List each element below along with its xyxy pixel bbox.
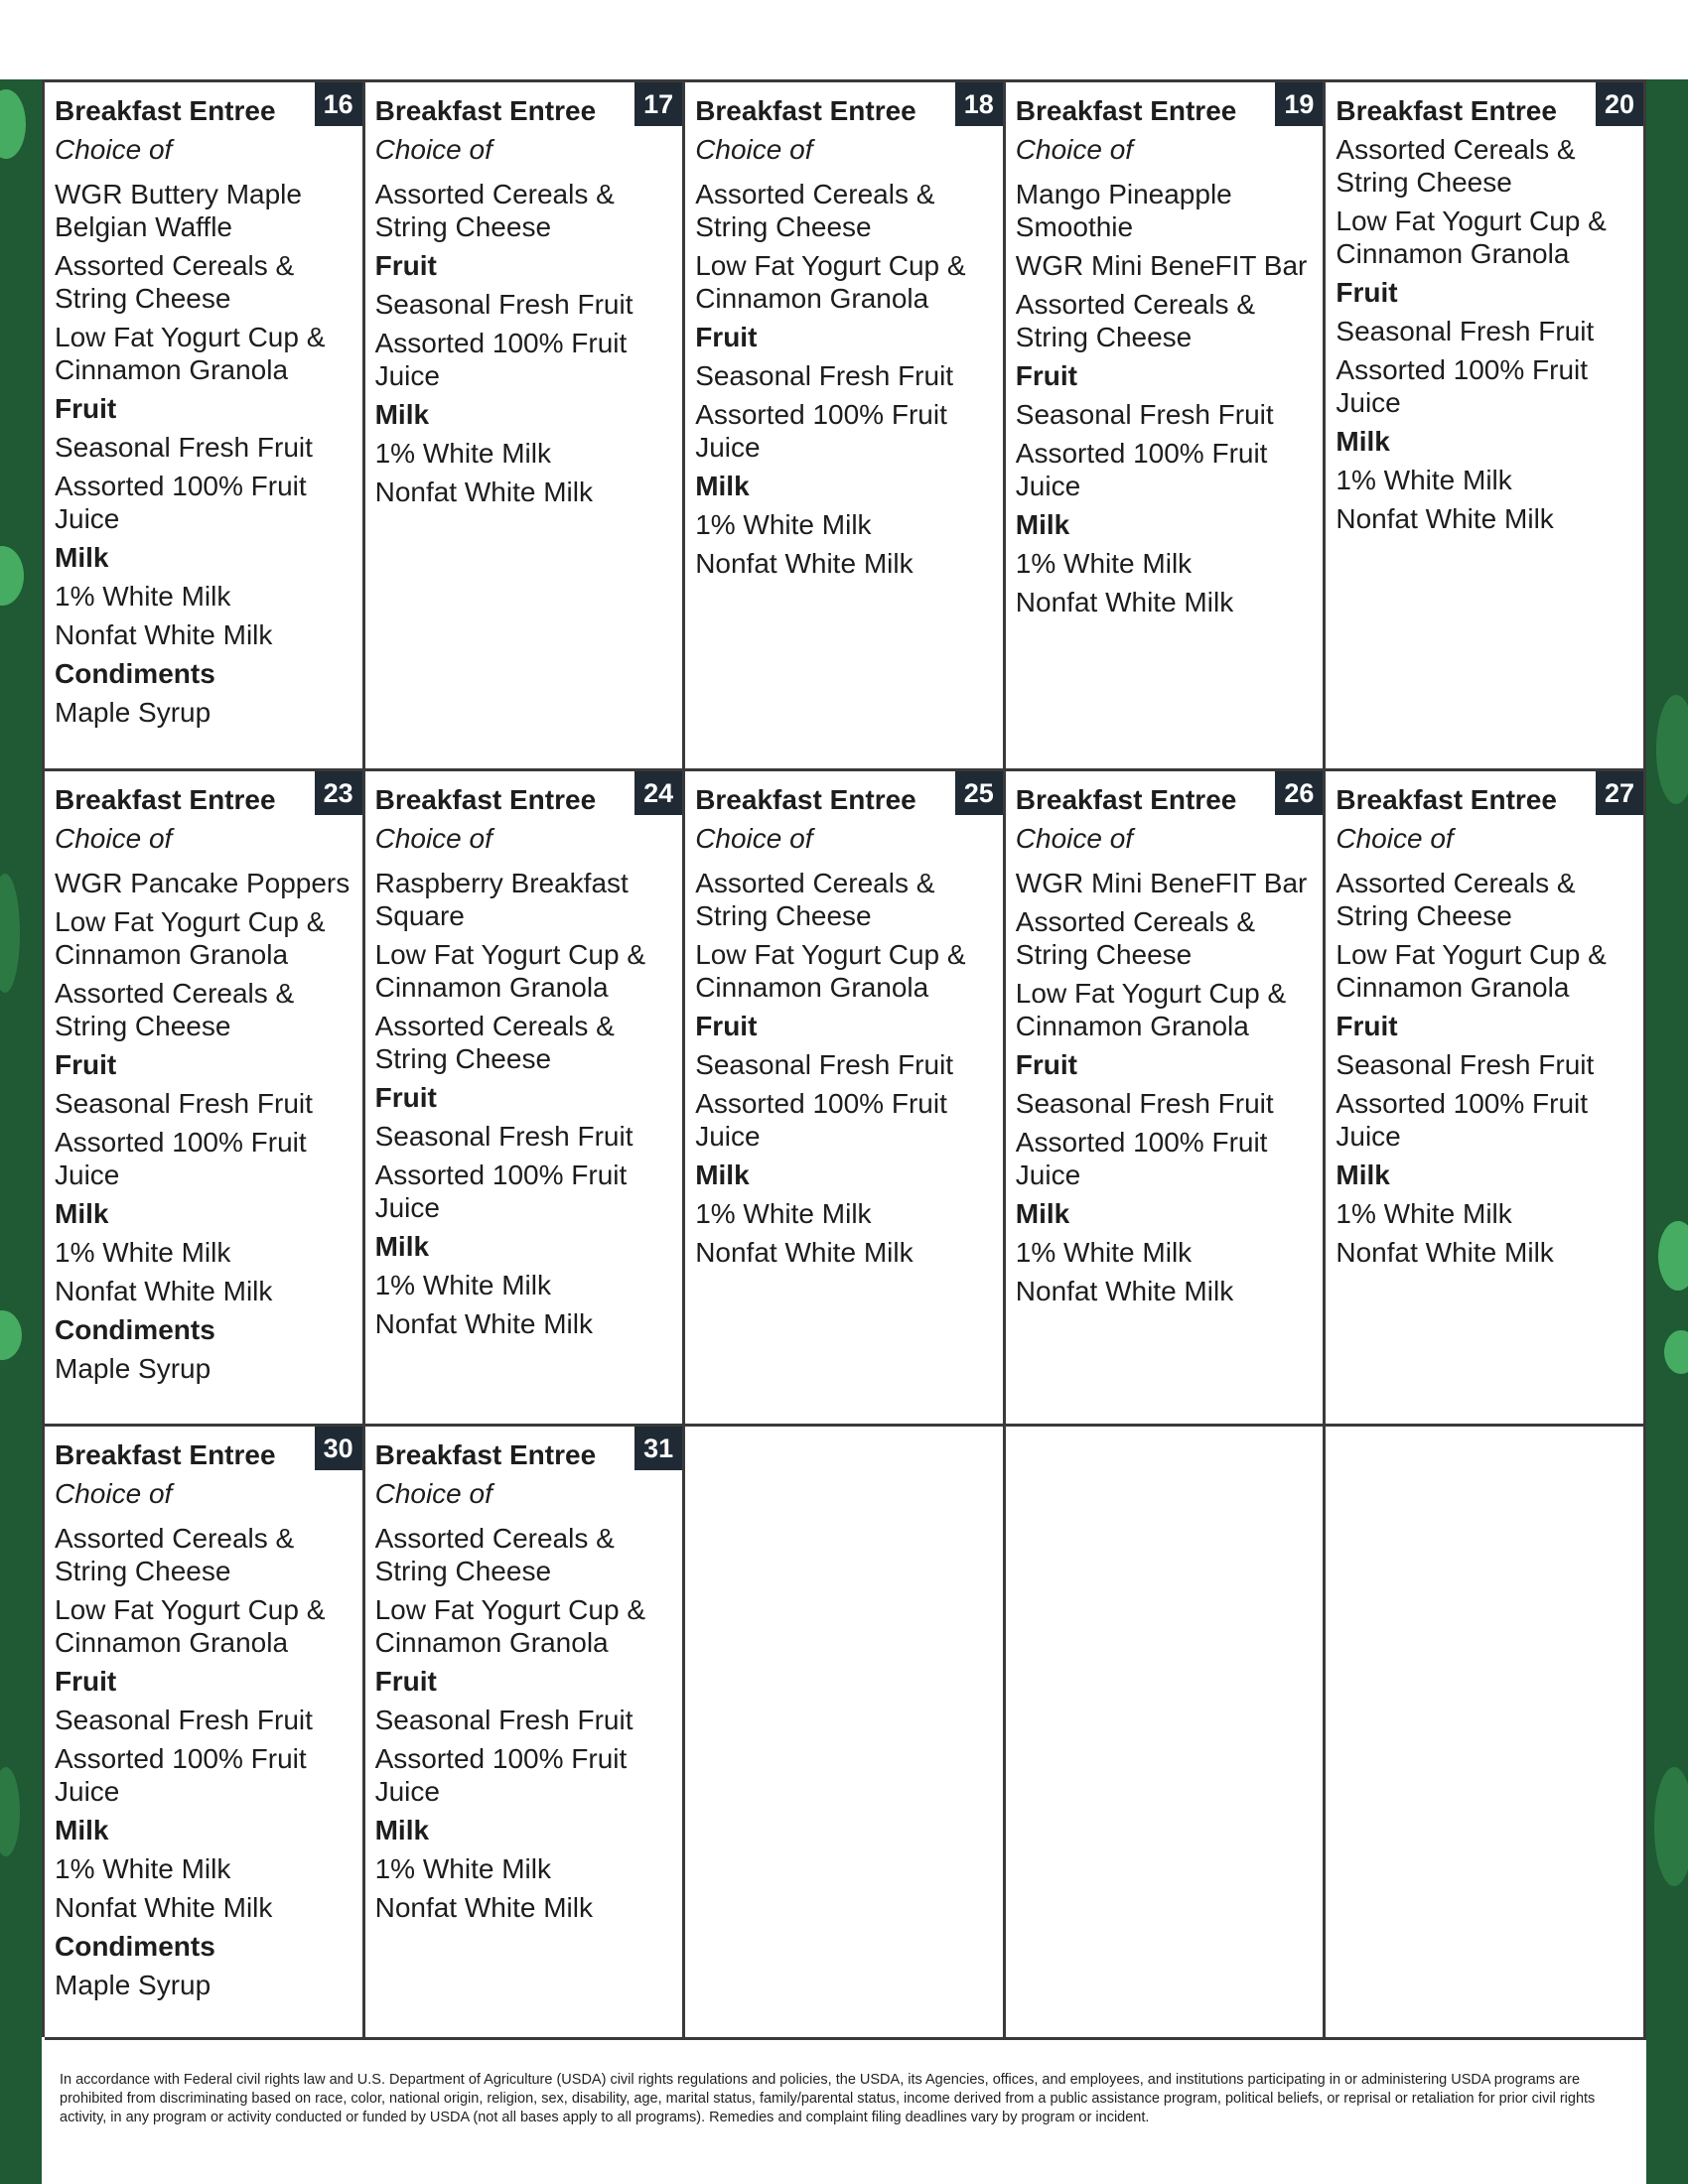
- menu-item: Low Fat Yogurt Cup & Cinnamon Granola: [374, 939, 645, 1003]
- choice-of-label: Choice of: [55, 134, 173, 165]
- choice-of-label: Choice of: [374, 134, 492, 165]
- menu-item: Seasonal Fresh Fruit: [1336, 1049, 1595, 1080]
- menu-item: Mango Pineapple Smoothie: [1015, 179, 1232, 242]
- choice-of-label: Choice of: [1336, 823, 1454, 854]
- day-cell-17: [365, 82, 686, 771]
- menu-item: Assorted 100% Fruit Juice: [695, 1088, 947, 1152]
- menu-category-heading: Milk: [1015, 1198, 1070, 1229]
- menu-item: Assorted Cereals & String Cheese: [374, 1523, 615, 1586]
- day-cell-25: [685, 771, 1006, 1427]
- menu-category-heading: Fruit: [374, 1666, 437, 1697]
- day-cell-24: [365, 771, 686, 1427]
- menu-category-heading: Fruit: [695, 1011, 758, 1041]
- empty-day-cell: [685, 1427, 1006, 2040]
- menu-category-heading: Breakfast Entree: [55, 95, 276, 126]
- menu-item: 1% White Milk: [55, 1853, 231, 1884]
- leaf-decoration: [0, 1310, 22, 1360]
- menu-item: Assorted Cereals & String Cheese: [1336, 868, 1576, 931]
- leaf-decoration: [0, 89, 26, 159]
- menu-item: Nonfat White Milk: [55, 619, 273, 650]
- day-number-badge: 18: [955, 82, 1003, 126]
- menu-item: Seasonal Fresh Fruit: [695, 1049, 954, 1080]
- menu-item: Maple Syrup: [55, 1970, 211, 2000]
- menu-item: Assorted 100% Fruit Juice: [55, 1743, 307, 1807]
- empty-day-cell: [1326, 1427, 1646, 2040]
- menu-item: Nonfat White Milk: [55, 1892, 273, 1923]
- menu-category-heading: Milk: [1336, 426, 1390, 457]
- menu-item: Assorted Cereals & String Cheese: [695, 868, 935, 931]
- leaf-decoration: [0, 546, 24, 606]
- day-cell-19: [1006, 82, 1327, 771]
- day-cell-16: [45, 82, 365, 771]
- menu-item: Low Fat Yogurt Cup & Cinnamon Granola: [55, 1594, 326, 1658]
- day-number-badge: 31: [634, 1427, 682, 1470]
- menu-item: Seasonal Fresh Fruit: [374, 1121, 633, 1152]
- choice-of-label: Choice of: [1015, 823, 1134, 854]
- menu-item: Seasonal Fresh Fruit: [374, 289, 633, 320]
- day-number-badge: 27: [1596, 771, 1643, 815]
- menu-item: 1% White Milk: [1336, 465, 1512, 495]
- choice-of-label: Choice of: [374, 823, 492, 854]
- menu-item: Assorted Cereals & String Cheese: [55, 1523, 295, 1586]
- menu-item: WGR Buttery Maple Belgian Waffle: [55, 179, 302, 242]
- menu-item: 1% White Milk: [374, 1853, 551, 1884]
- menu-item: Maple Syrup: [55, 1353, 211, 1384]
- menu-item: Assorted 100% Fruit Juice: [374, 328, 628, 391]
- choice-of-label: Choice of: [374, 1478, 492, 1509]
- leaf-decoration: [0, 1767, 20, 1856]
- day-cell-27: [1326, 771, 1646, 1427]
- menu-item: Seasonal Fresh Fruit: [1336, 316, 1595, 346]
- day-cell-31: [365, 1427, 686, 2040]
- day-cell-26: [1006, 771, 1327, 1427]
- menu-category-heading: Breakfast Entree: [55, 1439, 276, 1470]
- menu-category-heading: Milk: [1336, 1160, 1390, 1190]
- menu-item: Assorted Cereals & String Cheese: [1015, 906, 1256, 970]
- menu-item: Assorted 100% Fruit Juice: [374, 1743, 628, 1807]
- day-number-badge: 25: [955, 771, 1003, 815]
- menu-item: 1% White Milk: [695, 1198, 872, 1229]
- menu-category-heading: Condiments: [55, 658, 215, 689]
- menu-item: Nonfat White Milk: [695, 548, 914, 579]
- menu-calendar-grid: [42, 79, 1646, 2037]
- menu-category-heading: Fruit: [374, 250, 437, 281]
- day-number-badge: 20: [1596, 82, 1643, 126]
- menu-item: WGR Pancake Poppers: [55, 868, 351, 898]
- menu-category-heading: Milk: [55, 1198, 109, 1229]
- menu-item: Low Fat Yogurt Cup & Cinnamon Granola: [374, 1594, 645, 1658]
- menu-category-heading: Milk: [55, 542, 109, 573]
- menu-item: Nonfat White Milk: [55, 1276, 273, 1306]
- menu-item: Nonfat White Milk: [1336, 1237, 1554, 1268]
- menu-item: Low Fat Yogurt Cup & Cinnamon Granola: [1336, 939, 1607, 1003]
- menu-item: Assorted Cereals & String Cheese: [55, 250, 295, 314]
- menu-category-heading: Breakfast Entree: [695, 95, 916, 126]
- leaf-decoration: [1654, 1767, 1688, 1886]
- menu-item: Assorted 100% Fruit Juice: [55, 471, 307, 534]
- leaf-decoration: [1656, 695, 1688, 804]
- menu-item: Low Fat Yogurt Cup & Cinnamon Granola: [1336, 205, 1607, 269]
- leaf-decoration: [0, 874, 20, 993]
- menu-category-heading: Milk: [55, 1815, 109, 1845]
- menu-item: 1% White Milk: [1015, 1237, 1193, 1268]
- menu-category-heading: Breakfast Entree: [374, 784, 597, 815]
- menu-item: Assorted Cereals & String Cheese: [1015, 289, 1256, 352]
- day-cell-18: [685, 82, 1006, 771]
- menu-category-heading: Breakfast Entree: [374, 95, 597, 126]
- menu-item: Low Fat Yogurt Cup & Cinnamon Granola: [695, 939, 966, 1003]
- menu-item: Low Fat Yogurt Cup & Cinnamon Granola: [55, 906, 326, 970]
- menu-category-heading: Fruit: [695, 322, 758, 352]
- menu-item: Seasonal Fresh Fruit: [55, 432, 313, 463]
- menu-category-heading: Breakfast Entree: [374, 1439, 597, 1470]
- menu-category-heading: Condiments: [55, 1314, 215, 1345]
- choice-of-label: Choice of: [55, 1478, 173, 1509]
- leaf-decoration: [1658, 1221, 1688, 1291]
- menu-item: Assorted 100% Fruit Juice: [374, 1160, 628, 1223]
- menu-category-heading: Milk: [374, 399, 430, 430]
- menu-category-heading: Fruit: [1336, 277, 1398, 308]
- menu-category-heading: Milk: [374, 1815, 430, 1845]
- menu-item: Assorted 100% Fruit Juice: [1336, 354, 1589, 418]
- menu-category-heading: Fruit: [55, 393, 117, 424]
- nondiscrimination-statement: In accordance with Federal civil rights law and U.S. Department of Agriculture (USDA) civil rights regulations and policies, the USDA, its Agencies, offices, and employees, and institutions participating in or administering USDA programs are prohibited from discriminating based on race, color, national origin, religion, sex, disability, age, marital status, family/parental status, income derived from a public assistance program, political beliefs, or reprisal or retaliation for prior civil rights activity, in any program or activity conducted or funded by USDA (not all bases apply to all programs). Remedies and complaint filing deadlines vary by program or incident.: [60, 2072, 1596, 2125]
- menu-item: WGR Mini BeneFIT Bar: [1015, 868, 1308, 898]
- right-decorative-panel: [1646, 79, 1688, 2184]
- menu-item: Seasonal Fresh Fruit: [55, 1088, 313, 1119]
- menu-item: Nonfat White Milk: [374, 1308, 593, 1339]
- menu-item: 1% White Milk: [1015, 548, 1193, 579]
- menu-category-heading: Breakfast Entree: [1336, 95, 1557, 126]
- menu-category-heading: Fruit: [374, 1082, 437, 1113]
- menu-item: WGR Mini BeneFIT Bar: [1015, 250, 1308, 281]
- menu-item: Nonfat White Milk: [374, 1892, 593, 1923]
- menu-item: 1% White Milk: [374, 438, 551, 469]
- menu-category-heading: Milk: [1015, 509, 1070, 540]
- day-number-badge: 19: [1275, 82, 1323, 126]
- menu-item: Assorted Cereals & String Cheese: [1336, 134, 1576, 198]
- menu-item: Assorted Cereals & String Cheese: [695, 179, 935, 242]
- choice-of-label: Choice of: [695, 823, 813, 854]
- empty-day-cell: [1006, 1427, 1327, 2040]
- day-number-badge: 26: [1275, 771, 1323, 815]
- menu-item: Assorted Cereals & String Cheese: [55, 978, 295, 1041]
- menu-category-heading: Breakfast Entree: [1015, 95, 1237, 126]
- menu-category-heading: Fruit: [1336, 1011, 1398, 1041]
- menu-item: Seasonal Fresh Fruit: [55, 1705, 313, 1735]
- menu-category-heading: Fruit: [55, 1666, 117, 1697]
- menu-item: Assorted Cereals & String Cheese: [374, 179, 615, 242]
- menu-category-heading: Condiments: [55, 1931, 215, 1962]
- menu-item: Seasonal Fresh Fruit: [695, 360, 954, 391]
- menu-item: Assorted 100% Fruit Juice: [1015, 1127, 1268, 1190]
- day-cell-30: [45, 1427, 365, 2040]
- day-cell-20: [1326, 82, 1646, 771]
- menu-item: Nonfat White Milk: [1336, 503, 1554, 534]
- menu-item: Seasonal Fresh Fruit: [374, 1705, 633, 1735]
- menu-item: Assorted 100% Fruit Juice: [1015, 438, 1268, 501]
- menu-item: 1% White Milk: [55, 581, 231, 612]
- day-number-badge: 16: [315, 82, 362, 126]
- leaf-decoration: [1664, 1330, 1688, 1374]
- day-number-badge: 24: [634, 771, 682, 815]
- menu-category-heading: Fruit: [1015, 360, 1078, 391]
- menu-category-heading: Milk: [695, 1160, 750, 1190]
- menu-item: 1% White Milk: [1336, 1198, 1512, 1229]
- menu-item: Assorted Cereals & String Cheese: [374, 1011, 615, 1074]
- choice-of-label: Choice of: [55, 823, 173, 854]
- menu-item: Assorted 100% Fruit Juice: [1336, 1088, 1589, 1152]
- menu-item: Assorted 100% Fruit Juice: [695, 399, 947, 463]
- menu-category-heading: Milk: [695, 471, 750, 501]
- menu-category-heading: Breakfast Entree: [1015, 784, 1237, 815]
- menu-item: Seasonal Fresh Fruit: [1015, 1088, 1274, 1119]
- day-cell-23: [45, 771, 365, 1427]
- menu-item: Nonfat White Milk: [374, 477, 593, 507]
- menu-category-heading: Breakfast Entree: [55, 784, 276, 815]
- day-number-badge: 23: [315, 771, 362, 815]
- menu-item: Low Fat Yogurt Cup & Cinnamon Granola: [695, 250, 966, 314]
- menu-category-heading: Breakfast Entree: [1336, 784, 1557, 815]
- menu-item: Maple Syrup: [55, 697, 211, 728]
- menu-item: Nonfat White Milk: [695, 1237, 914, 1268]
- menu-item: Low Fat Yogurt Cup & Cinnamon Granola: [1015, 978, 1287, 1041]
- left-decorative-panel: [0, 79, 42, 2184]
- menu-category-heading: Milk: [374, 1231, 430, 1262]
- menu-item: 1% White Milk: [695, 509, 872, 540]
- menu-item: Nonfat White Milk: [1015, 587, 1234, 617]
- menu-item: Low Fat Yogurt Cup & Cinnamon Granola: [55, 322, 326, 385]
- day-number-badge: 30: [315, 1427, 362, 1470]
- menu-item: 1% White Milk: [55, 1237, 231, 1268]
- menu-item: Raspberry Breakfast Square: [374, 868, 629, 931]
- choice-of-label: Choice of: [1015, 134, 1134, 165]
- menu-category-heading: Fruit: [1015, 1049, 1078, 1080]
- menu-item: Seasonal Fresh Fruit: [1015, 399, 1274, 430]
- menu-item: 1% White Milk: [374, 1270, 551, 1300]
- menu-item: Nonfat White Milk: [1015, 1276, 1234, 1306]
- menu-category-heading: Breakfast Entree: [695, 784, 916, 815]
- day-number-badge: 17: [634, 82, 682, 126]
- choice-of-label: Choice of: [695, 134, 813, 165]
- menu-item: Assorted 100% Fruit Juice: [55, 1127, 307, 1190]
- menu-category-heading: Fruit: [55, 1049, 117, 1080]
